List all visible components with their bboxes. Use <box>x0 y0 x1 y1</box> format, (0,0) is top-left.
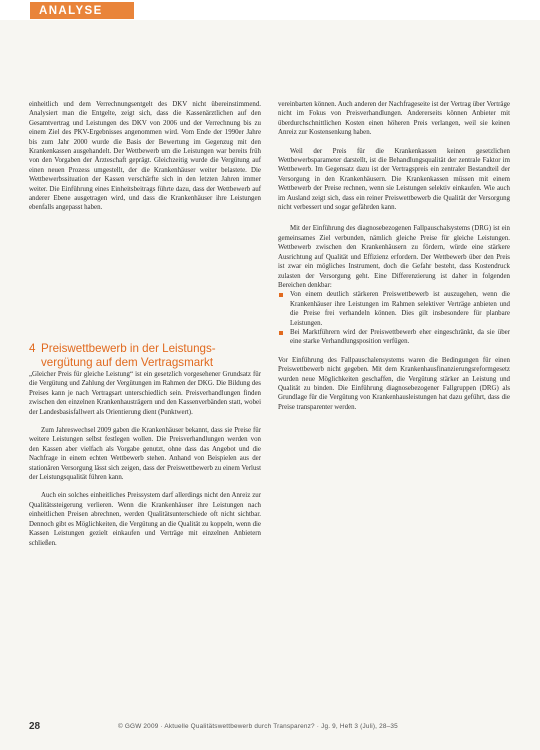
bullet-item: Von einem deutlich stärkeren Preiswettbewerb ist auszugehen, wenn die Krankenhäuser ihre Leistungen im Rahmen selektiver Verträge anbieten und die Preise frei verhandeln können. Dies gilt insbesondere für planbare Leistungen. <box>278 290 510 328</box>
left-column <box>29 100 261 213</box>
body-paragraph: Vor Einführung des Fallpauschalensystems waren die Bedingungen für einen Preiswettbewerb nicht gegeben. Mit dem Krankenhausfinanzierungsreformgesetz wurden neue Möglichkeiten geschaffen, die Vergütung stärker an Leistung und Qualität zu binden. Die Einführung diagnosebezogener Fallgruppen (DRG) als Grundlage für die Vergütung von Krankenhausleistungen hat dazu geführt, dass die Preise transparenter werden. <box>278 356 510 411</box>
body-paragraph: Weil der Preis für die Krankenkassen keinen gesetzlichen Wettbewerbsparameter darstellt, ist die Behandlungsqualität der zentrale Faktor im Wettbewerb. Im Gegensatz dazu ist der Vertragspreis ein zentraler Bestandteil der Versorgung in den Krankenhäusern. Die Krankenkassen müssen mit einem Wettbewerb der Preise rechnen, wenn sie Leistungen selektiv einkaufen. Wie auch im Ausland zeigt sich, dass ein reiner Preiswettbewerb die Qualität der Versorgung nicht verbessert und sogar gefährden kann. <box>278 147 510 212</box>
section-heading-line2: vergütung auf dem Vertragsmarkt <box>41 355 214 369</box>
bullet-list <box>278 290 510 346</box>
body-paragraph: Zum Jahreswechsel 2009 gaben die Krankenhäuser bekannt, dass sie Preise für weitere Leistungen selbst festlegen wollen. Die Preisverhandlungen werden von den Kassen aber vielfach als Vorgabe genutzt, ohne dass das Angebot und die Nachfrage in einem echten Wettbewerb stehen. Anhand von Beispielen aus der stationären Versorgung lässt sich zeigen, dass der Preiswettbewerb zu einem Verlust der Leistungsqualität führen kann. <box>29 427 261 482</box>
body-paragraph: vereinbarten können. Auch anderen der Nachfrageseite ist der Vertrag über Verträge nicht im Fokus von Preisverhandlungen. Andererseits können Anbieter mit überdurchschnittlichen Kosten einen höheren Preis verlangen, weil sie keinen Anreiz zur Kostensenkung haben. <box>278 101 510 137</box>
body-paragraph: Auch ein solches einheitliches Preissystem darf allerdings nicht den Anreiz zur Qualitätssteigerung verlieren. Wenn die Krankenhäuser ihre Leistungen nach einheitlichen Preisen abrechnen, werden Qualitätsunterschiede oft nicht sichtbar. Dennoch gibt es Möglichkeiten, die Vergütung an die Qualität zu koppeln, wenn die Kassen Leistungen gezielt einkaufen und Verträge mit einzelnen Anbietern schließen. <box>29 492 261 547</box>
footer-reference: © GGW 2009 · Aktuelle Qualitätswettbewerb durch Transparenz? · Jg. 9, Heft 3 (Juli), 28–35 <box>118 723 398 730</box>
page-footer <box>0 717 540 750</box>
header-bar <box>0 0 540 20</box>
section-label-tab <box>30 2 134 19</box>
body-paragraph: einheitlich und dem Verrechnungsentgelt des DKV nicht übereinstimmend. Analysiert man die Entgelte, zeigt sich, dass die Kassenärztlichen auf den Gesamtvertrag und Leistungen des DKV von 2006 und der Verrechnung bis zu einem Ziel des PKV-Ergebnisses angenommen wird. Vom Ende der 1990er Jahre bis zum Jahr 2000 wurde die Basis der Bewertung im Gegenzug mit den Krankenkassen ausgehandelt. Der Wettbewerb um die Leistungen war bereits früh von den Vorgaben der Ärzteschaft geprägt. Gleichzeitig wurde die Vergütung auf einen neuen Prozess umgestellt, der die Krankenhäuser weiter belastete. Die Wettbewerbssituation der Kassen verschärfte sich in den letzten Jahren immer weiter. Die Einführung eines Einheitsbeitrags führte dazu, dass der Wettbewerb auf anderer Ebene ausgetragen wird, und dass die Krankenhäuser ihre Leistungen ebenfalls angepasst haben. <box>29 101 261 212</box>
bullet-item: Bei Marktführern wird der Preiswettbewerb eher eingeschränkt, da sie über eine starke Verhandlungsposition verfügen. <box>278 328 510 347</box>
right-column <box>278 100 510 412</box>
left-column-lower <box>29 370 261 548</box>
section-heading <box>29 342 261 370</box>
section-number: 4 <box>29 341 36 355</box>
body-paragraph: „Gleicher Preis für gleiche Leistung“ ist ein gesetzlich vorgesehener Grundsatz für die Vergütung und Zahlung der Vergütungen im Rahmen der DKG. Die Bildung des Preises kann je nach Vertragsart unterschiedlich sein. Preisverhandlungen finden zwischen den einzelnen Krankenhausträgern und den Kassenverbänden statt, wobei der Landesbasisfallwert als Orientierung dient (Punktwert). <box>29 371 261 416</box>
body-paragraph: Mit der Einführung des diagnosebezogenen Fallpauschalsystems (DRG) ist ein gemeinsames Ziel verbunden, nämlich gleiche Preise für gleiche Leistungen. Wettbewerb zwischen den Krankenhäusern zu fördern, würde eine stärkere Ausrichtung auf Qualität und Effizienz erfordern. Der Wettbewerb über den Preis ist zwar ein mögliches Instrument, doch die Gefahr besteht, dass Kostendruck zulasten der Versorgung geht. Eine Differenzierung ist daher in folgenden Bereichen denkbar: <box>278 225 510 289</box>
section-heading-line1: Preiswettbewerb in der Leistungs- <box>41 341 216 355</box>
section-label: ANALYSE <box>39 4 103 17</box>
page-number: 28 <box>29 721 41 732</box>
